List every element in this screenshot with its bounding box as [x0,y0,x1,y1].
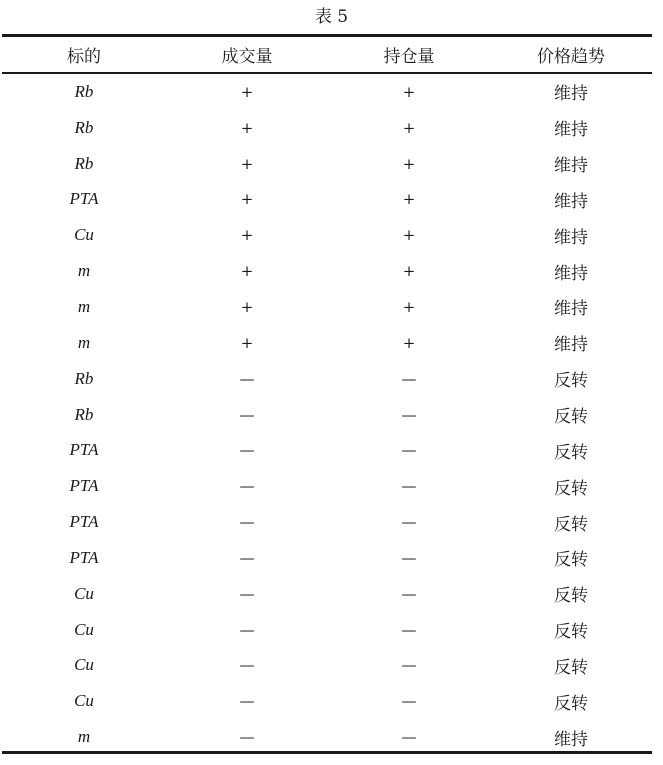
table-row [2,74,652,110]
underlying-cell: PTA [69,512,99,532]
underlying-cell: Rb [74,153,94,173]
table-row [2,253,652,289]
table-row [2,540,652,576]
table-row [2,648,652,684]
volume-cell: — [239,620,255,639]
price-trend-cell: 维持 [554,84,588,105]
volume-cell: — [239,584,255,603]
table-row [2,397,652,433]
open-interest-cell: — [401,620,417,639]
open-interest-cell: + [402,118,416,137]
header-underlying: 标的 [67,47,101,67]
underlying-cell: PTA [69,189,99,209]
table-caption: 表 5 [314,7,349,27]
header-price-trend: 价格趋势 [537,47,605,67]
underlying-cell: Cu [74,619,94,639]
table-row [2,432,652,468]
open-interest-cell: + [402,154,416,173]
table-row [2,504,652,540]
underlying-cell: Cu [74,655,94,675]
underlying-cell: m [77,261,91,281]
open-interest-cell: + [402,82,416,101]
price-trend-cell: 维持 [554,156,588,177]
volume-cell: + [240,82,254,101]
table-row [2,325,652,361]
table-row [2,289,652,325]
price-trend-cell: 反转 [554,550,588,571]
underlying-cell: m [77,296,91,316]
price-trend-cell: 维持 [554,335,588,356]
volume-cell: + [240,154,254,173]
volume-cell: — [239,513,255,532]
price-trend-cell: 维持 [554,227,588,248]
open-interest-cell: + [402,297,416,316]
underlying-cell: m [77,332,91,352]
price-trend-cell: 反转 [554,371,588,392]
price-trend-cell: 维持 [554,299,588,320]
table-row [2,468,652,504]
volume-cell: + [240,333,254,352]
table-row [2,217,652,253]
volume-cell: + [240,226,254,245]
bottom-rule [2,751,652,754]
table-row [2,719,652,755]
volume-cell: — [239,656,255,675]
open-interest-cell: + [402,262,416,281]
price-trend-cell: 反转 [554,442,588,463]
underlying-cell: Rb [74,81,94,101]
open-interest-cell: — [401,513,417,532]
price-trend-cell: 反转 [554,514,588,535]
table-row [2,182,652,218]
open-interest-cell: — [401,441,417,460]
open-interest-cell: + [402,333,416,352]
table-body [2,74,652,755]
open-interest-cell: — [401,656,417,675]
volume-cell: + [240,190,254,209]
volume-cell: — [239,477,255,496]
header-open-interest: 持仓量 [383,47,435,67]
open-interest-cell: — [401,477,417,496]
open-interest-cell: — [401,692,417,711]
price-trend-cell: 维持 [554,191,588,212]
underlying-cell: PTA [69,476,99,496]
volume-cell: + [240,262,254,281]
open-interest-cell: + [402,190,416,209]
price-trend-cell: 反转 [554,693,588,714]
underlying-cell: Rb [74,117,94,137]
volume-cell: — [239,548,255,567]
volume-cell: — [239,405,255,424]
underlying-cell: Rb [74,368,94,388]
price-trend-cell: 反转 [554,407,588,428]
open-interest-cell: — [401,548,417,567]
price-trend-cell: 反转 [554,586,588,607]
price-trend-cell: 维持 [554,120,588,141]
table-row [2,361,652,397]
underlying-cell: Cu [74,691,94,711]
underlying-cell: PTA [69,440,99,460]
price-trend-cell: 反转 [554,478,588,499]
underlying-cell: Cu [74,225,94,245]
underlying-cell: m [77,727,91,747]
open-interest-cell: — [401,584,417,603]
price-trend-cell: 维持 [554,729,588,750]
price-trend-cell: 反转 [554,657,588,678]
volume-cell: — [239,692,255,711]
open-interest-cell: + [402,226,416,245]
table-row [2,612,652,648]
price-trend-cell: 维持 [554,263,588,284]
table-row [2,146,652,182]
table-row [2,576,652,612]
open-interest-cell: — [401,405,417,424]
table-header [2,37,652,72]
table-row [2,110,652,146]
open-interest-cell: — [401,369,417,388]
open-interest-cell: — [401,728,417,747]
volume-cell: + [240,297,254,316]
underlying-cell: Rb [74,404,94,424]
volume-cell: — [239,441,255,460]
underlying-cell: Cu [74,583,94,603]
volume-cell: + [240,118,254,137]
underlying-cell: PTA [69,547,99,567]
volume-cell: — [239,728,255,747]
volume-cell: — [239,369,255,388]
table-row [2,683,652,719]
price-trend-cell: 反转 [554,622,588,643]
header-volume: 成交量 [221,47,273,67]
